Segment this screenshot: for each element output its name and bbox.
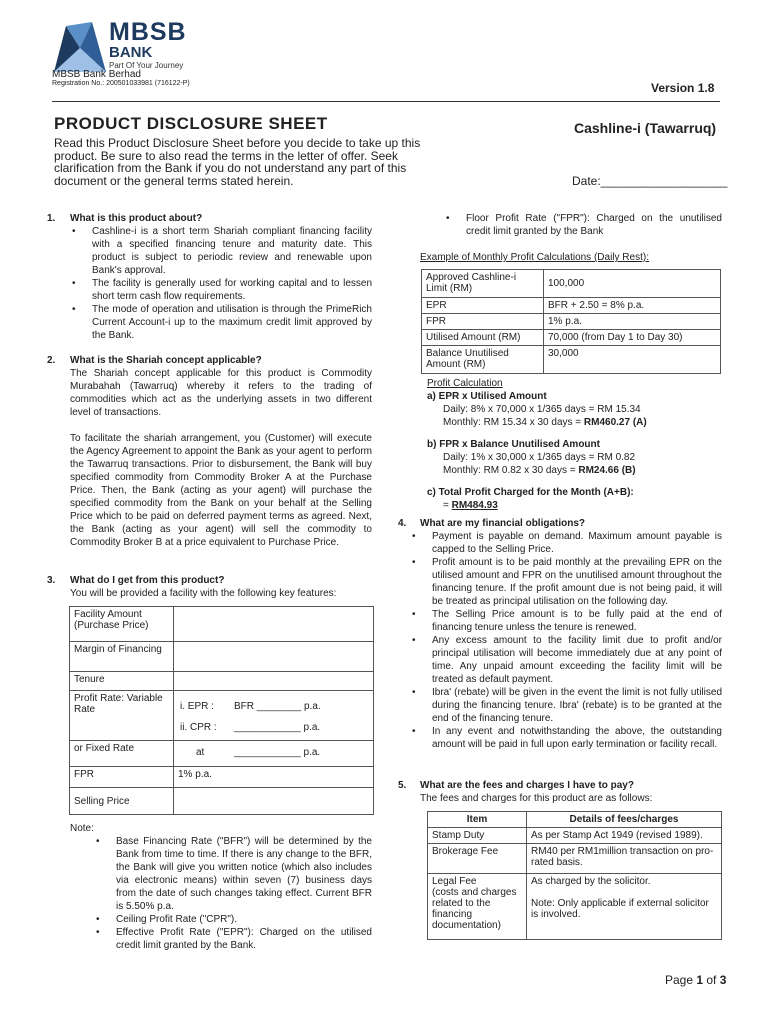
table-cell: EPR [422,298,544,314]
list-item: • The facility is generally used for working capital and to lessen short term cash flow requirements. [92,277,372,303]
legal-fee-detail: As charged by the solicitor. [531,876,651,887]
table-cell [174,607,374,642]
table-cell: or Fixed Rate [70,741,174,767]
table-cell: Tenure [70,672,174,691]
section-2-paragraph-1: The Shariah concept applicable for this product is Commodity Murabahah (Tawarruq) whereby it refers to the trading of commodities which act as the underlying assets in two different level of transactions. [70,368,372,418]
list-item: • Any excess amount to the facility limit due to profit and/or principal utilisation will become immediately due at any point of time. Any unpaid amount exceeding the facility limit will be treated as default payment. [432,634,722,686]
calc-a-monthly: Monthly: RM 15.34 x 30 days = RM460.27 (A) [443,417,647,428]
section-1-list [70,225,372,342]
table-header-item: Item [428,812,527,828]
table-cell [174,691,374,741]
table-cell: FPR [422,314,544,330]
company-name: MBSB Bank Berhad [52,69,141,80]
table-cell: Margin of Financing [70,642,174,672]
product-name: Cashline-i (Tawarruq) [574,120,717,136]
table-cell: Selling Price [70,788,174,815]
table-cell [174,672,374,691]
list-item: • Ceiling Profit Rate ("CPR"). [116,913,372,926]
list-item: • Cashline-i is a short term Shariah compliant financing facility with a specified financing tenure and maturity date. This product is subject to periodic review and renewable upon Bank's approval. [92,225,372,277]
table-cell: Profit Rate: Variable Rate [70,691,174,741]
calc-b-result: RM24.66 (B) [578,465,636,476]
fixed-at-label: at [196,747,205,758]
fpr-note [466,212,722,238]
intro-text: Read this Product Disclosure Sheet before you decide to take up this product. Be sure to also read the terms in the letter of offer. Seek clarification from the Bank if you do not understand any part of this document or the general terms stated herein. [54,136,421,188]
table-header-details: Details of fees/charges [527,812,722,828]
features-table [69,606,374,815]
table-cell [527,874,722,940]
calc-b-monthly: Monthly: RM 0.82 x 30 days = RM24.66 (B) [443,465,636,476]
section-3-head [70,574,372,600]
section-2-heading: What is the Shariah concept applicable? [70,355,262,366]
table-cell: Utilised Amount (RM) [422,330,544,346]
table-cell: RM40 per RM1million transaction on pro-rated basis. [527,844,722,874]
section-1-heading: What is this product about? [70,213,203,224]
section-4-number: 4. [398,518,407,529]
list-item: • In any event and notwithstanding the above, the outstanding amount will be paid in full upon early termination or facility recall. [432,725,722,751]
legal-fee-label: Legal Fee [432,876,477,887]
section-3-heading: What do I get from this product? [70,575,225,586]
table-cell: Stamp Duty [428,828,527,844]
table-cell: 30,000 [544,346,721,374]
list-item: • Ibra' (rebate) will be given in the event the limit is not fully utilised during the financing tenure. Ibra' (rebate) is to be granted at the end of the financing tenure. [432,686,722,725]
list-item: • Effective Profit Rate ("EPR"): Charged on the utilised credit limit granted by the Bank. [116,926,372,952]
notes-label: Note: [70,823,94,834]
fpr-note-list [466,212,722,238]
section-4-list [420,530,722,751]
registration-number: Registration No.: 200501033981 (716122-P) [52,80,190,87]
section-4-heading: What are my financial obligations? [420,518,586,529]
legal-fee-note: Note: Only applicable if external solicitor is involved. [531,898,709,920]
fixed-rate-value: ____________ p.a. [234,747,321,758]
table-cell: As per Stamp Act 1949 (revised 1989). [527,828,722,844]
table-cell: Facility Amount (Purchase Price) [70,607,174,642]
table-cell: FPR [70,767,174,788]
mbsb-logo-mark-icon [52,18,108,74]
list-item: • The Selling Price amount is to be fully paid at the end of financing tenure unless the tenure is renewed. [432,608,722,634]
list-item: • Floor Profit Rate ("FPR"): Charged on the unutilised credit limit granted by the Bank [466,212,722,238]
profit-calculation [427,377,722,512]
logo-bank-word: BANK [109,44,153,61]
table-cell: 70,000 (from Day 1 to Day 30) [544,330,721,346]
section-3-lead: You will be provided a facility with the following key features: [70,588,337,599]
logo-tagline: Part Of Your Journey [109,61,184,70]
section-5-number: 5. [398,780,407,791]
section-2-number: 2. [47,355,56,366]
table-cell: Balance Unutilised Amount (RM) [422,346,544,374]
section-5-heading: What are the fees and charges I have to pay? [420,780,634,791]
fees-table [427,811,722,940]
epr-label: i. EPR : [180,701,214,712]
table-cell [174,788,374,815]
table-cell [428,874,527,940]
notes-list [116,835,372,952]
calc-c-total: = RM484.93 [443,500,498,511]
table-cell: 1% p.a. [174,767,374,788]
example-table [421,269,721,374]
calc-a-daily: Daily: 8% x 70,000 x 1/365 days = RM 15.34 [443,404,641,415]
profit-calculation-heading: Profit Calculation [427,378,503,389]
calc-c-heading: c) Total Profit Charged for the Month (A+B): [427,487,634,498]
section-1 [70,212,372,342]
logo-bank-name: MBSB [109,18,187,46]
list-item: • The mode of operation and utilisation is through the PrimeRich Current Account-i up to the maximum credit limit approved by the Bank. [92,303,372,342]
list-item: • Profit amount is to be paid monthly at the prevailing EPR on the utilised amount and FPR on the unutilised amount throughout the financing tenure. If the profit amount due is not being paid, it will be treated as principal utilisation on the following day. [432,556,722,608]
table-cell: BFR + 2.50 = 8% p.a. [544,298,721,314]
table-cell: Brokerage Fee [428,844,527,874]
notes [116,835,372,952]
section-1-number: 1. [47,213,56,224]
table-cell: Approved Cashline-i Limit (RM) [422,270,544,298]
page-title: PRODUCT DISCLOSURE SHEET [54,114,328,133]
section-3-number: 3. [47,575,56,586]
example-heading: Example of Monthly Profit Calculations (Daily Rest): [420,252,649,263]
header-divider [52,101,720,102]
section-5-head [420,779,722,805]
cpr-value: ____________ p.a. [234,722,321,733]
table-cell [174,741,374,767]
section-2 [70,354,372,549]
calc-a-result: RM460.27 (A) [583,417,647,428]
legal-fee-sub: (costs and charges related to the financing documentation) [432,887,517,931]
list-item: • Base Financing Rate ("BFR") will be determined by the Bank from time to time. If there is any change to the BFR, the Bank will give you written notice (which also includes via electronic means) within seven (7) business days from the date of such changes taking effect. Current BFR is 5.50% p.a. [116,835,372,913]
calc-b-heading: b) FPR x Balance Unutilised Amount [427,439,600,450]
cpr-label: ii. CPR : [180,722,217,733]
page-number: Page 1 of 3 [665,973,727,987]
section-2-paragraph-2: To facilitate the shariah arrangement, you (Customer) will execute the Agency Agreement to appoint the Bank as your agent to perform the Tawarruq transactions. Prior to disbursement, the Bank will buy specified commodity from Commodity Broker A at the Purchase Price. Then, the Bank (acting as your agent) will purchase the specified commodity from the Bank on your behalf at the Selling Price which to be paid on deferred payment terms as agreed. Next, the Bank (acting as your agent) will sell the commodity to Commodity Broker B at a price equivalent to Purchase Price. [70,433,372,548]
calc-a-heading: a) EPR x Utilised Amount [427,391,547,402]
epr-value: BFR ________ p.a. [234,701,321,712]
version-label: Version 1.8 [651,81,715,95]
calc-b-daily: Daily: 1% x 30,000 x 1/365 days = RM 0.82 [443,452,636,463]
section-5-lead: The fees and charges for this product are as follows: [420,793,653,804]
table-cell [174,642,374,672]
calc-c-result: RM484.93 [451,500,498,511]
mbsb-logo [52,18,202,76]
list-item: • Payment is payable on demand. Maximum amount payable is capped to the Selling Price. [432,530,722,556]
section-4 [420,517,722,751]
date-field: Date:___________________ [572,174,728,188]
table-cell: 1% p.a. [544,314,721,330]
table-cell: 100,000 [544,270,721,298]
